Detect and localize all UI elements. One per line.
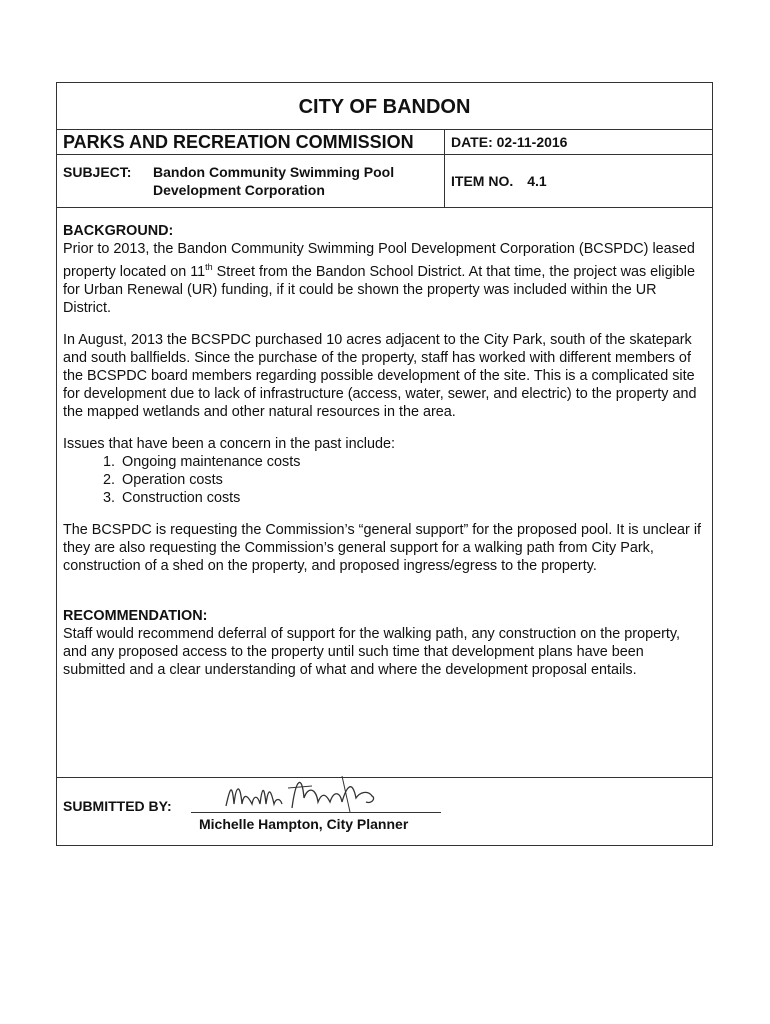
issues-intro: Issues that have been a concern in the past include: bbox=[63, 435, 396, 452]
item-value: 4.1 bbox=[527, 173, 547, 189]
commission-name: PARKS AND RECREATION COMMISSION bbox=[57, 130, 445, 154]
city-title: CITY OF BANDON bbox=[57, 83, 712, 130]
background-p1-end: Street from the Bandon School District. At that time, the project was eligible for Urban Renewal (UR) funding, if it could be shown the property was included within the UR District. bbox=[63, 263, 695, 316]
memo-body bbox=[57, 208, 712, 679]
subject-line-2: Development Corporation bbox=[153, 182, 325, 198]
list-item: 2. Operation costs bbox=[119, 471, 706, 489]
list-item: 3. Construction costs bbox=[119, 489, 706, 507]
ordinal-suffix: th bbox=[205, 262, 213, 272]
recommendation-section bbox=[63, 607, 706, 679]
submitted-by-label: SUBMITTED BY: bbox=[63, 798, 172, 814]
list-item: 1. Ongoing maintenance costs bbox=[119, 453, 706, 471]
memo-form bbox=[56, 82, 713, 846]
item-number-cell bbox=[445, 155, 712, 207]
issues-list bbox=[63, 453, 706, 507]
meeting-date: DATE: 02-11-2016 bbox=[451, 134, 568, 150]
signer-name: Michelle Hampton, City Planner bbox=[199, 816, 409, 832]
background-p1-start: Prior to 2013, the Bandon Community Swimming Pool Development Corporation (BCSPDC) leased property located on 11 bbox=[63, 241, 695, 280]
subject-text bbox=[153, 163, 394, 207]
item-label: ITEM NO. bbox=[451, 173, 514, 189]
subject-label: SUBJECT: bbox=[63, 164, 132, 180]
commission-row bbox=[57, 130, 712, 155]
background-heading: BACKGROUND: bbox=[63, 223, 174, 239]
background-paragraph-2: In August, 2013 the BCSPDC purchased 10 acres adjacent to the City Park, south of the skatepark and south ballfields. Since the purchase of the property, staff has worked with different members of the BCSPDC board members regarding possible development of the site. This is a complicated site for development due to lack of infrastructure (access, water, sewer, and electric) to the property and the mapped wetlands and other natural resources in the area. bbox=[63, 331, 697, 420]
signature-block bbox=[57, 777, 712, 848]
handwritten-signature bbox=[222, 768, 382, 818]
signature-line bbox=[191, 812, 441, 813]
recommendation-heading: RECOMMENDATION: bbox=[63, 607, 208, 624]
subject-line-1: Bandon Community Swimming Pool bbox=[153, 164, 395, 180]
recommendation-text: Staff would recommend deferral of support for the walking path, any construction on the property, and any proposed access to the property until such time that development plans have been submitted and a clear understanding of what and where the development proposal entails. bbox=[63, 625, 681, 678]
background-section bbox=[63, 222, 706, 317]
subject-cell bbox=[57, 155, 445, 207]
background-paragraph-3: The BCSPDC is requesting the Commission’s “general support” for the proposed pool. It is unclear if they are also requesting the Commission’s general support for a walking path from City Park, construction of a shed on the property, and proposed ingress/egress to the property. bbox=[63, 521, 702, 574]
subject-row bbox=[57, 155, 712, 208]
